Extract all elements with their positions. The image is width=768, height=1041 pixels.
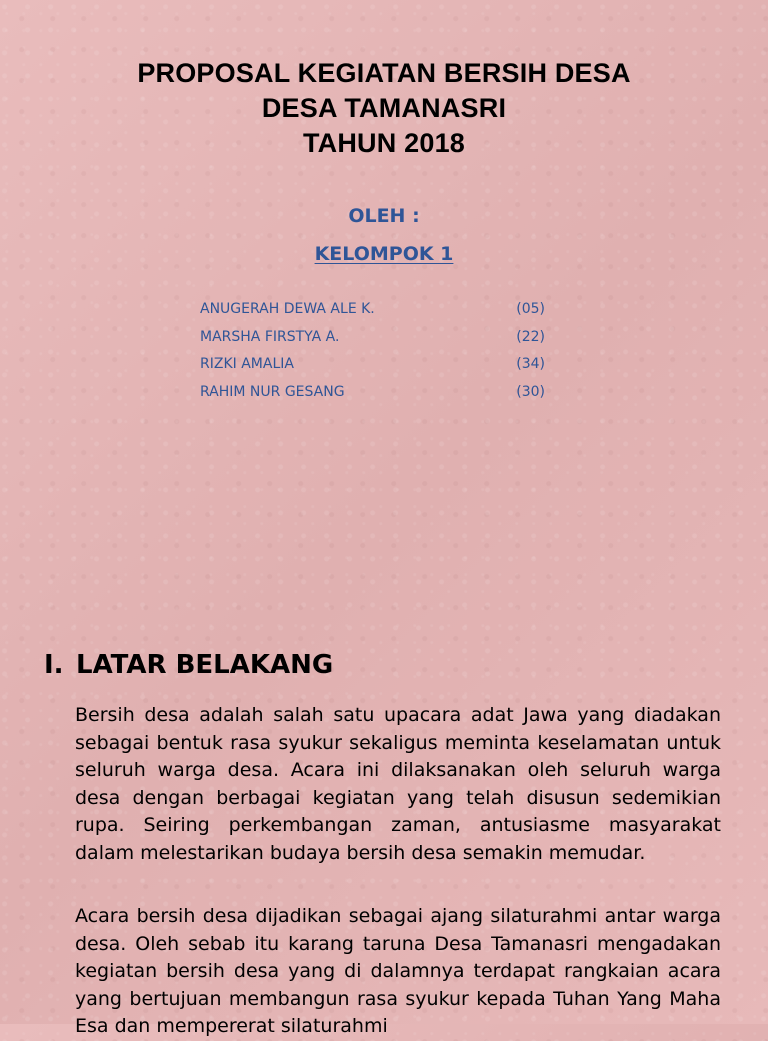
group-name [0, 243, 768, 265]
member-number: (22) [516, 328, 545, 345]
title-line: TAHUN 2018 [302, 128, 466, 158]
title-line: DESA TAMANASRI [261, 93, 507, 123]
group-name-text: KELOMPOK 1 [314, 243, 454, 265]
member-number: (05) [516, 301, 545, 317]
section-heading [44, 650, 333, 680]
body-paragraph: Acara bersih desa dijadikan sebagai ajang silaturahmi antar warga desa. Oleh sebab itu karang taruna Desa Tamanasri mengadakan kegiatan bersih desa yang di dalamnya terdapat rangkaian acara yang bertujuan membangun rasa syukur kepada Tuhan Yang Maha Esa dan mempererat silaturahmi [75, 905, 721, 1037]
by-label: OLEH : [348, 205, 420, 227]
member-row [200, 354, 545, 382]
member-name: RAHIM NUR GESANG [200, 383, 345, 400]
title-line: PROPOSAL KEGIATAN BERSIH DESA [137, 58, 631, 88]
member-row [200, 327, 545, 355]
member-row [200, 382, 545, 410]
body-paragraph: Bersih desa adalah salah satu upacara adat Jawa yang diadakan sebagai bentuk rasa syukur sekaligus meminta keselamatan untuk seluruh warga desa. Acara ini dilaksanakan oleh seluruh warga desa dengan berbagai kegiatan yang telah disusun sedemikian rupa. Seiring perkembangan zaman, antusiasme masyarakat dalam melestarikan budaya bersih desa semakin memudar. [75, 704, 721, 864]
member-list [200, 299, 545, 409]
background-slide [0, 640, 768, 1037]
member-row [200, 299, 545, 327]
proposal-title [0, 56, 768, 161]
member-name: MARSHA FIRSTYA A. [200, 328, 340, 345]
member-name: ANUGERAH DEWA ALE K. [200, 301, 375, 317]
section-number: I. [44, 650, 64, 680]
member-number: (30) [516, 383, 545, 400]
section-title: LATAR BELAKANG [76, 650, 334, 680]
member-name: RIZKI AMALIA [200, 356, 294, 372]
member-number: (34) [516, 356, 545, 372]
